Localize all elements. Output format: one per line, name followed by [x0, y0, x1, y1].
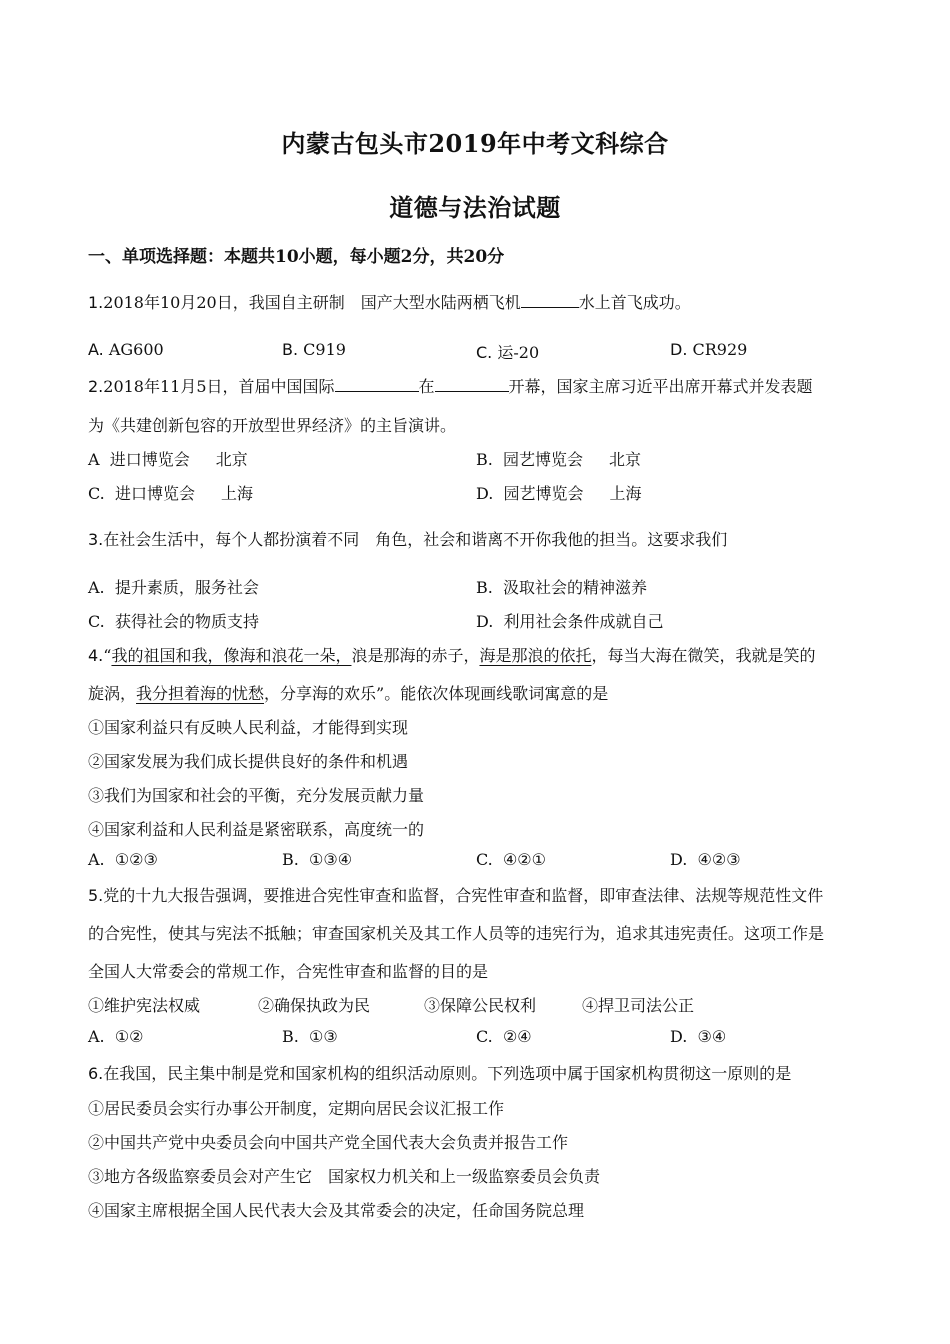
statement-item: ②国家发展为我们成长提供良好的条件和机遇 [88, 752, 409, 771]
statement-item: ④捍卫司法公正 [582, 996, 695, 1015]
statement-item: ④国家主席根据全国人民代表大会及其常委会的决定，任命国务院总理 [88, 1201, 585, 1220]
option-a: A. 提升素质，服务社会 [88, 578, 259, 597]
statement-item: ②中国共产党中央委员会向中国共产党全国代表大会负责并报告工作 [88, 1133, 569, 1152]
page-title: 内蒙古包头市2019年中考文科综合 [281, 129, 669, 158]
option-a: A. ①② [88, 1027, 144, 1046]
statement-item: ④国家利益和人民利益是紧密联系，高度统一的 [88, 820, 425, 839]
question-text: 水上首飞成功。 [578, 293, 691, 312]
question-text: 国产大型水陆两栖飞机 [360, 293, 521, 312]
question-number: 4. [88, 646, 104, 665]
section-heading: 一、单项选择题：本题共10小题，每小题2分，共20分 [88, 247, 505, 267]
question-number: 2. [88, 377, 104, 396]
option-d: D. ④②③ [670, 850, 741, 869]
option-a: A 进口博览会 北京 [88, 450, 248, 469]
option-a: A. AG600 [88, 340, 164, 359]
statement-item: ③保障公民权利 [424, 996, 537, 1015]
question-2: 2.2018年11月5日，首届中国国际 在 开幕，国家主席习近平出席开幕式并发表题 [88, 377, 813, 396]
underlined-lyric: 我的祖国和我，像海和浪花一朵， [111, 646, 352, 665]
question-5-cont: 的合宪性，使其与宪法不抵触；审查国家机关及其工作人员等的违宪行为，追求其违宪责任。这项工作是 [88, 924, 825, 943]
question-5: 5.党的十九大报告强调，要推进合宪性审查和监督，合宪性审查和监督，即审查法律、法规等规范性文件 [88, 886, 824, 905]
option-b: B. 园艺博览会 北京 [476, 450, 642, 469]
option-d: D. ③④ [670, 1027, 727, 1046]
statement-item: ③地方各级监察委员会对产生它 国家权力机关和上一级监察委员会负责 [88, 1167, 601, 1186]
question-number: 5. [88, 886, 104, 905]
underlined-lyric: 我分担着海的忧愁 [136, 684, 265, 703]
question-5-cont: 全国人大常委会的常规工作，合宪性审查和监督的目的是 [88, 962, 489, 981]
option-d: D. 利用社会条件成就自己 [476, 612, 664, 631]
statement-item: ②确保执政为民 [258, 996, 371, 1015]
page-subtitle: 道德与法治试题 [389, 193, 561, 222]
statement-item: ①维护宪法权威 [88, 996, 201, 1015]
question-number: 1. [88, 293, 104, 312]
option-c: C. 运-20 [476, 343, 540, 362]
option-b: B. C919 [282, 340, 346, 359]
question-2-cont: 为《共建创新包容的开放型世界经济》的主旨演讲。 [88, 416, 457, 435]
question-number: 3. [88, 530, 104, 549]
question-4: 4.“我的祖国和我，像海和浪花一朵，浪是那海的赤子，海是那浪的依托，每当大海在微笑，我就是笑的 [88, 646, 816, 665]
answer-blank [335, 377, 419, 392]
option-c: C. ②④ [476, 1027, 532, 1046]
option-c: C. ④②① [476, 850, 546, 869]
underlined-lyric: 海是那浪的依托 [479, 646, 592, 665]
option-a: A. ①②③ [88, 850, 158, 869]
option-d: D. 园艺博览会 上海 [476, 484, 642, 503]
option-c: C. 获得社会的物质支持 [88, 612, 259, 631]
option-d: D. CR929 [670, 340, 748, 359]
question-6: 6.在我国，民主集中制是党和国家机构的组织活动原则。下列选项中属于国家机构贯彻这一原则的是 [88, 1064, 792, 1083]
statement-item: ①居民委员会实行办事公开制度，定期向居民会议汇报工作 [88, 1099, 505, 1118]
option-b: B. ①③④ [282, 850, 353, 869]
option-b: B. ①③ [282, 1027, 338, 1046]
answer-blank [521, 293, 579, 308]
statement-item: ①国家利益只有反映人民利益，才能得到实现 [88, 718, 409, 737]
question-1 [88, 290, 691, 313]
question-number: 6. [88, 1064, 104, 1083]
answer-blank [435, 377, 509, 392]
option-b: B. 汲取社会的精神滋养 [476, 578, 648, 597]
question-4-cont: 旋涡，我分担着海的忧愁，分享海的欢乐”。能依次体现画线歌词寓意的是 [88, 684, 609, 703]
statement-item: ③我们为国家和社会的平衡，充分发展贡献力量 [88, 786, 425, 805]
question-text: 2018年10月20日，我国自主研制 [103, 293, 345, 312]
option-c: C. 进口博览会 上海 [88, 484, 253, 503]
question-3: 3.在社会生活中，每个人都扮演着不同 角色，社会和谐离不开你我他的担当。这要求我们 [88, 530, 728, 549]
